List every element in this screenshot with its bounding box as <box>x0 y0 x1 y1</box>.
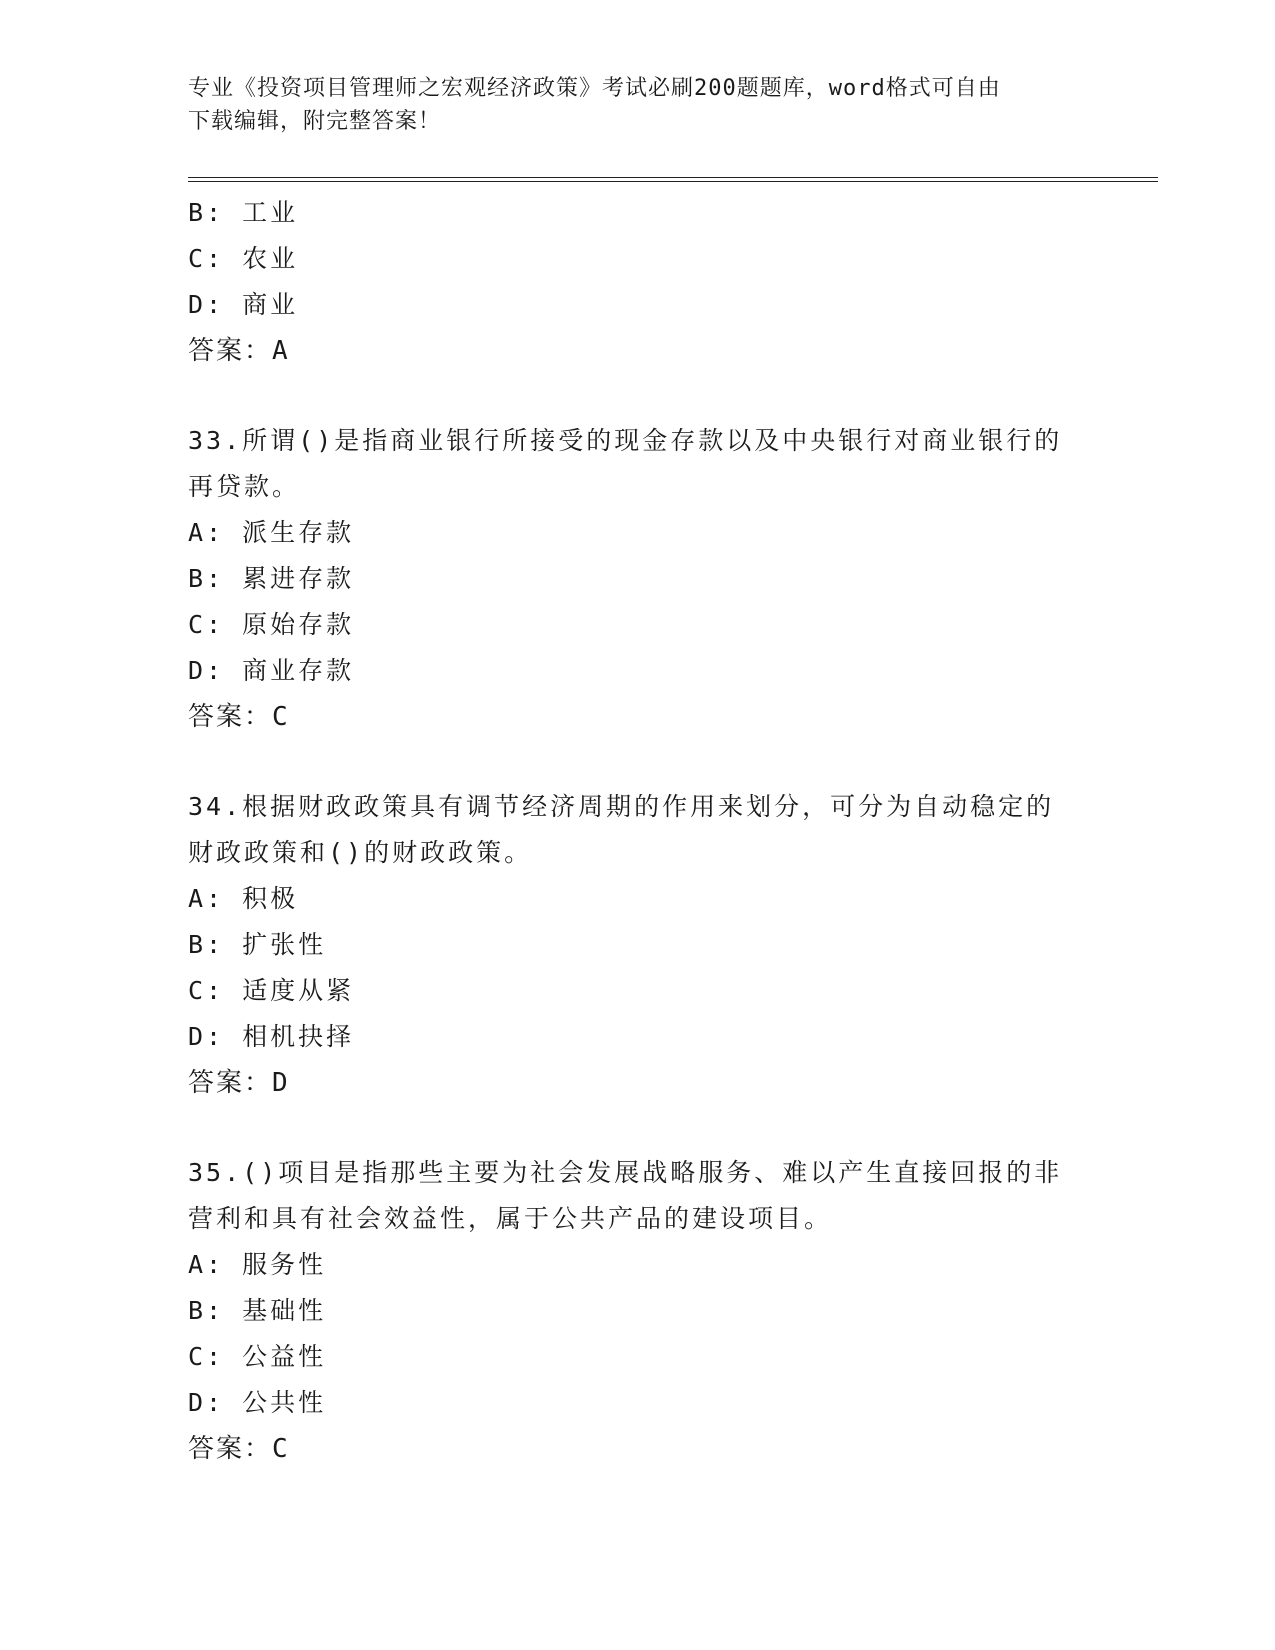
document-header <box>188 72 1068 138</box>
question-content <box>188 190 1088 1472</box>
question-stem-line-1: 34.根据财政政策具有调节经济周期的作用来划分，可分为自动稳定的 <box>188 792 1055 821</box>
question-stem <box>188 784 1088 876</box>
option-c: C: 原始存款 <box>188 610 355 639</box>
option-b: B: 工业 <box>188 198 299 227</box>
option-d: D: 商业存款 <box>188 656 355 685</box>
header-line-2: 下载编辑，附完整答案！ <box>188 109 442 134</box>
option-c: C: 农业 <box>188 244 299 273</box>
option-b: B: 基础性 <box>188 1296 327 1325</box>
previous-question-block <box>188 190 1088 374</box>
answer-line: 答案：C <box>188 1434 290 1464</box>
answer-line: 答案：C <box>188 702 290 732</box>
question-stem-line-2: 营利和具有社会效益性，属于公共产品的建设项目。 <box>188 1204 833 1233</box>
question-stem-line-2: 财政政策和()的财政政策。 <box>188 838 533 867</box>
option-a: A: 服务性 <box>188 1250 327 1279</box>
option-d: D: 公共性 <box>188 1388 327 1417</box>
option-c: C: 公益性 <box>188 1342 327 1371</box>
answer-line: 答案：D <box>188 1068 290 1098</box>
option-a: A: 派生存款 <box>188 518 355 547</box>
question-34 <box>188 784 1088 1106</box>
question-stem-line-1: 35.()项目是指那些主要为社会发展战略服务、难以产生直接回报的非 <box>188 1158 1063 1187</box>
question-stem-line-1: 33.所谓()是指商业银行所接受的现金存款以及中央银行对商业银行的 <box>188 426 1063 455</box>
option-c: C: 适度从紧 <box>188 976 355 1005</box>
question-stem <box>188 418 1088 510</box>
option-d: D: 相机抉择 <box>188 1022 355 1051</box>
answer-line: 答案：A <box>188 336 290 366</box>
question-stem <box>188 1150 1088 1242</box>
option-a: A: 积极 <box>188 884 299 913</box>
option-b: B: 累进存款 <box>188 564 355 593</box>
header-divider-top <box>188 177 1158 178</box>
question-33 <box>188 418 1088 740</box>
question-35 <box>188 1150 1088 1472</box>
question-stem-line-2: 再贷款。 <box>188 472 301 501</box>
option-d: D: 商业 <box>188 290 299 319</box>
header-line-1: 专业《投资项目管理师之宏观经济政策》考试必刷200题题库，word格式可自由 <box>188 76 1001 101</box>
header-divider-bottom <box>188 181 1158 182</box>
option-b: B: 扩张性 <box>188 930 327 959</box>
